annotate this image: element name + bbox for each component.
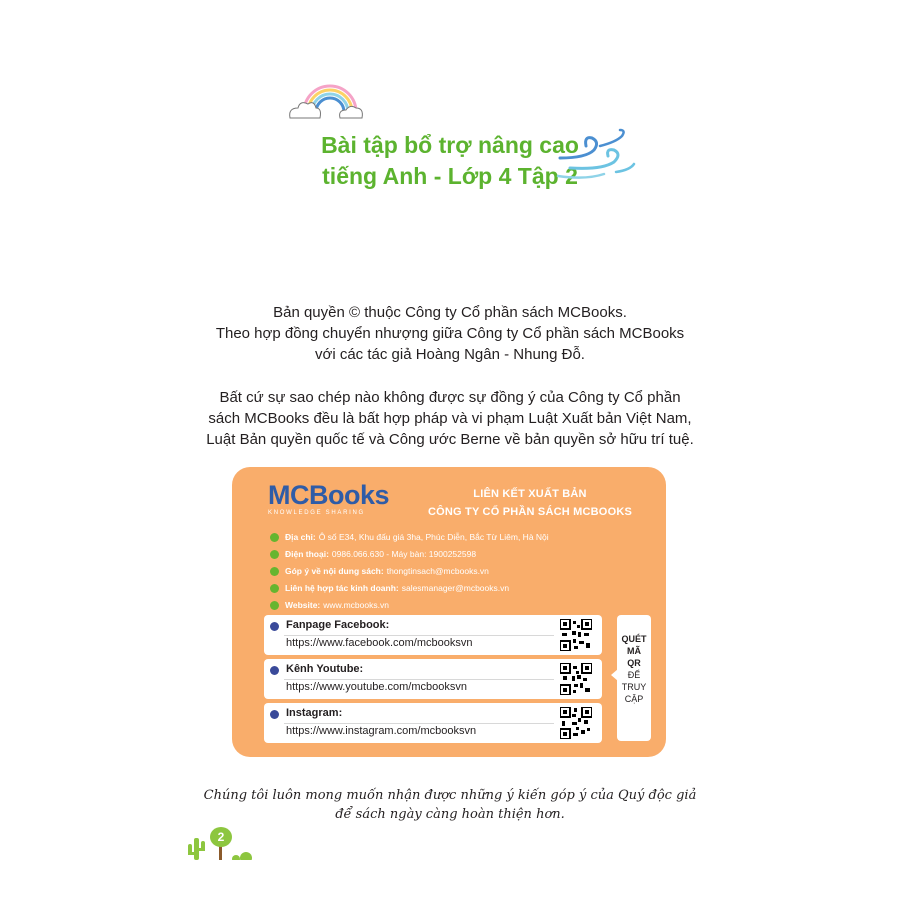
contact-label: Website: — [285, 600, 321, 610]
contact-value: Ô số E34, Khu đấu giá 3ha, Phúc Diễn, Bắc Từ Liêm, Hà Nội — [318, 532, 549, 542]
contact-value[interactable]: thongtinsach@mcbooks.vn — [386, 566, 489, 576]
copyright-line-6: Luật Bản quyền quốc tế và Công ước Berne về bản quyền sở hữu trí tuệ. — [206, 431, 694, 448]
email-icon — [270, 567, 279, 576]
contact-business — [270, 580, 660, 597]
scan-line-4: ĐỂ — [627, 670, 641, 680]
contact-value[interactable]: www.mcbooks.vn — [323, 600, 389, 610]
scan-line-1: QUÉT — [621, 634, 647, 644]
rainbow-cloud-icon — [286, 76, 372, 122]
contact-label: Góp ý về nội dung sách: — [285, 566, 384, 576]
scan-line-5: TRUY — [621, 682, 647, 692]
contact-label: Điện thoại: — [285, 549, 329, 559]
copyright-line-1: Bản quyền © thuộc Công ty Cổ phần sách MCBooks. — [273, 304, 627, 321]
qr-code-icon — [560, 707, 592, 739]
contact-feedback — [270, 563, 660, 580]
social-label: Kênh Youtube: — [286, 663, 364, 675]
globe-icon — [270, 601, 279, 610]
contact-phone — [270, 546, 660, 563]
contact-label: Liên hệ hợp tác kinh doanh: — [285, 583, 399, 593]
publisher-heading — [410, 485, 650, 521]
contact-website — [270, 597, 660, 614]
instagram-icon — [270, 710, 279, 719]
contact-label: Địa chỉ: — [285, 532, 316, 542]
scan-line-6: CẬP — [624, 694, 644, 704]
closing-line-2: để sách ngày càng hoàn thiện hơn. — [335, 807, 565, 822]
social-label: Instagram: — [286, 707, 343, 719]
social-instagram[interactable] — [264, 703, 602, 743]
contact-value[interactable]: salesmanager@mcbooks.vn — [401, 583, 510, 593]
copyright-notice — [150, 302, 750, 450]
scan-qr-callout — [617, 615, 651, 741]
qr-code-icon — [560, 663, 592, 695]
facebook-icon — [270, 622, 279, 631]
mcbooks-logo — [268, 481, 388, 516]
closing-line-1: Chúng tôi luôn mong muốn nhận được những ý kiến góp ý của Quý độc giả — [203, 788, 697, 803]
phone-icon — [270, 550, 279, 559]
publisher-card — [232, 467, 666, 757]
page-number: 2 — [210, 827, 232, 847]
book-title-line-1: Bài tập bổ trợ nâng cao — [321, 132, 579, 158]
qr-code-icon — [560, 619, 592, 651]
logo-tagline: KNOWLEDGE SHARING — [268, 510, 365, 516]
closing-message — [150, 786, 750, 824]
social-url[interactable]: https://www.facebook.com/mcbooksvn — [286, 637, 473, 649]
book-title-line-2: tiếng Anh - Lớp 4 Tập 2 — [322, 163, 578, 189]
social-url[interactable]: https://www.youtube.com/mcbooksvn — [286, 681, 467, 693]
scan-line-2: MÃ — [627, 646, 641, 656]
email-icon — [270, 584, 279, 593]
location-icon — [270, 533, 279, 542]
copyright-line-2: Theo hợp đồng chuyển nhượng giữa Công ty Cổ phần sách MCBooks — [215, 325, 685, 342]
logo-wordmark: MCBooks — [268, 480, 390, 510]
copyright-line-4: Bất cứ sự sao chép nào không được sự đồng ý của Công ty Cổ phần — [219, 389, 681, 406]
scan-line-3: QR — [627, 658, 641, 668]
wind-swirl-icon — [556, 128, 638, 184]
social-url[interactable]: https://www.instagram.com/mcbooksvn — [286, 725, 477, 737]
social-label: Fanpage Facebook: — [286, 619, 390, 631]
copyright-line-3: với các tác giả Hoàng Ngân - Nhung Đỗ. — [315, 346, 585, 363]
contact-value: 0986.066.630 - Máy bàn: 1900252598 — [331, 549, 477, 559]
publisher-line-1: LIÊN KẾT XUẤT BẢN — [473, 488, 587, 500]
copyright-line-5: sách MCBooks đều là bất hợp pháp và vi phạm Luật Xuất bản Việt Nam, — [208, 410, 692, 427]
social-youtube[interactable] — [264, 659, 602, 699]
youtube-icon — [270, 666, 279, 675]
contact-list — [270, 529, 660, 614]
publisher-line-2: CÔNG TY CỔ PHẦN SÁCH MCBOOKS — [427, 506, 633, 518]
contact-address — [270, 529, 660, 546]
copyright-warning — [150, 387, 750, 450]
social-facebook[interactable] — [264, 615, 602, 655]
